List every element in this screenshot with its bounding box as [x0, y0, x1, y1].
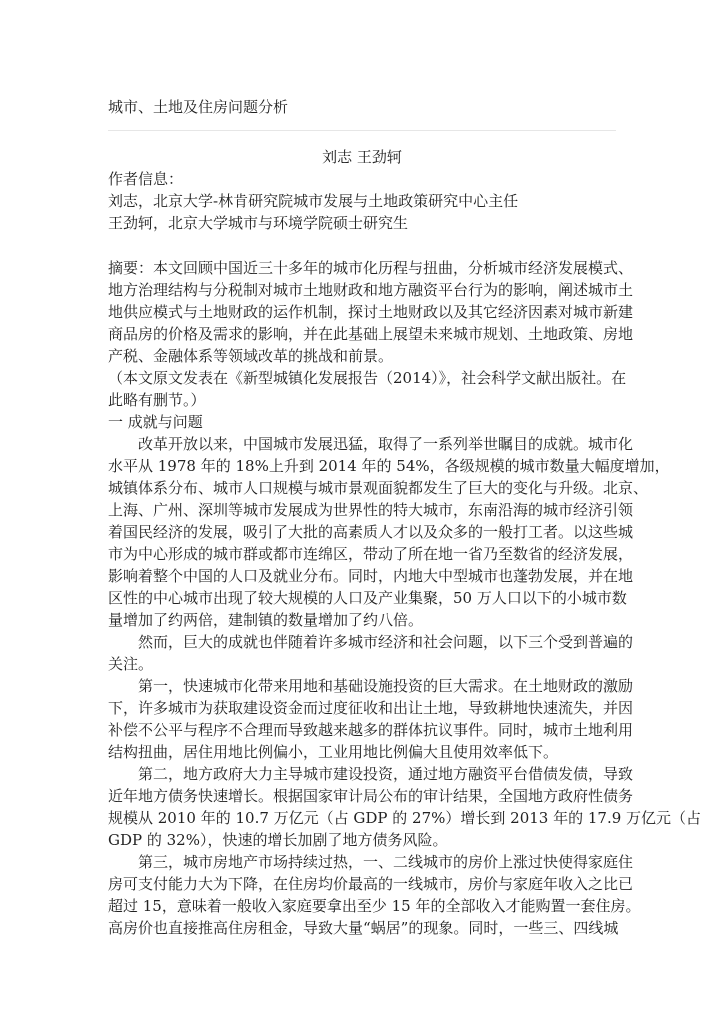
paragraph-line: 结构扭曲，居住用地比例偏小，工业用地比例偏大且使用效率低下。 [108, 743, 559, 761]
title-divider [108, 130, 616, 131]
paragraph-line: 上海、广州、深圳等城市发展成为世界性的特大城市，东南沿海的城市经济引领 [108, 501, 634, 519]
author-info-line: 刘志，北京大学-林肯研究院城市发展与土地政策研究中心主任 [108, 192, 519, 210]
paragraph-line: 城镇体系分布、城市人口规模与城市景观面貌都发生了巨大的变化与升级。北京、 [108, 479, 649, 497]
paragraph-line: 第三，城市房地产市场持续过热，一、二线城市的房价上涨过快使得家庭住 [138, 853, 634, 871]
abstract-line: 商品房的价格及需求的影响，并在此基础上展望未来城市规划、土地政策、房地 [108, 325, 634, 343]
paragraph-line: 房可支付能力大为下降，在住房均价最高的一线城市，房价与家庭年收入之比已 [108, 875, 634, 893]
paragraph-line: 补偿不公平与程序不合理而导致越来越多的群体抗议事件。同时，城市土地利用 [108, 721, 634, 739]
paragraph-line: 水平从 1978 年的 18%上升到 2014 年的 54%，各级规模的城市数量大幅度增加， [108, 457, 670, 475]
publication-note-line: （本文原文发表在《新型城镇化发展报告（2014）》，社会科学文献出版社。在 [108, 369, 627, 387]
section-heading: 一 成就与问题 [108, 413, 203, 431]
paragraph-line: 近年地方债务快速增长。根据国家审计局公布的审计结果，全国地方政府性债务 [108, 787, 634, 805]
abstract-line: 摘要：本文回顾中国近三十多年的城市化历程与扭曲，分析城市经济发展模式、 [108, 259, 634, 277]
author-info-line: 王劲轲，北京大学城市与环境学院硕士研究生 [108, 214, 409, 232]
paragraph-line: 量增加了约两倍，建制镇的数量增加了约八倍。 [108, 611, 424, 629]
paragraph-line: 第二，地方政府大力主导城市建设投资，通过地方融资平台借债发债，导致 [138, 765, 634, 783]
paragraph-line: 高房价也直接推高住房租金，导致大量“蜗居”的现象。同时，一些三、四线城 [108, 919, 619, 937]
paragraph-line: 影响着整个中国的人口及就业分布。同时，内地大中型城市也蓬勃发展，并在地 [108, 567, 634, 585]
abstract-line: 产税、金融体系等领域改革的挑战和前景。 [108, 347, 394, 365]
paragraph-line: 区性的中心城市出现了较大规模的人口及产业集聚，50 万人口以下的小城市数 [108, 589, 627, 607]
paragraph-line: 超过 15，意味着一般收入家庭要拿出至少 15 年的全部收入才能购置一套住房。 [108, 897, 641, 915]
paragraph-line: 第一，快速城市化带来用地和基础设施投资的巨大需求。在土地财政的激励 [138, 677, 634, 695]
paragraph-line: 规模从 2010 年的 10.7 万亿元（占 GDP 的 27%）增长到 2013 年的 17.9 万亿元（占 [108, 809, 702, 827]
paragraph-line: 下，许多城市为获取建设资金而过度征收和出让土地，导致耕地快速流失，并因 [108, 699, 634, 717]
publication-note-line: 此略有删节。） [108, 391, 206, 409]
authors: 刘志 王劲轲 [322, 148, 402, 166]
paragraph-line: 市为中心形成的城市群或都市连绵区，带动了所在地一省乃至数省的经济发展， [108, 545, 634, 563]
document-title: 城市、土地及住房问题分析 [108, 98, 289, 116]
paragraph-line: 关注。 [108, 655, 154, 673]
paragraph-line: GDP 的 32%），快速的增长加剧了地方债务风险。 [108, 831, 448, 849]
paragraph-line: 着国民经济的发展，吸引了大批的高素质人才以及众多的一般打工者。以这些城 [108, 523, 634, 541]
author-info-label: 作者信息： [108, 170, 184, 188]
paragraph-line: 改革开放以来，中国城市发展迅猛，取得了一系列举世瞩目的成就。城市化 [138, 435, 634, 453]
abstract-line: 地方治理结构与分税制对城市土地财政和地方融资平台行为的影响，阐述城市土 [108, 281, 634, 299]
paragraph-line: 然而，巨大的成就也伴随着许多城市经济和社会问题，以下三个受到普遍的 [138, 633, 634, 651]
abstract-line: 地供应模式与土地财政的运作机制，探讨土地财政以及其它经济因素对城市新建 [108, 303, 634, 321]
